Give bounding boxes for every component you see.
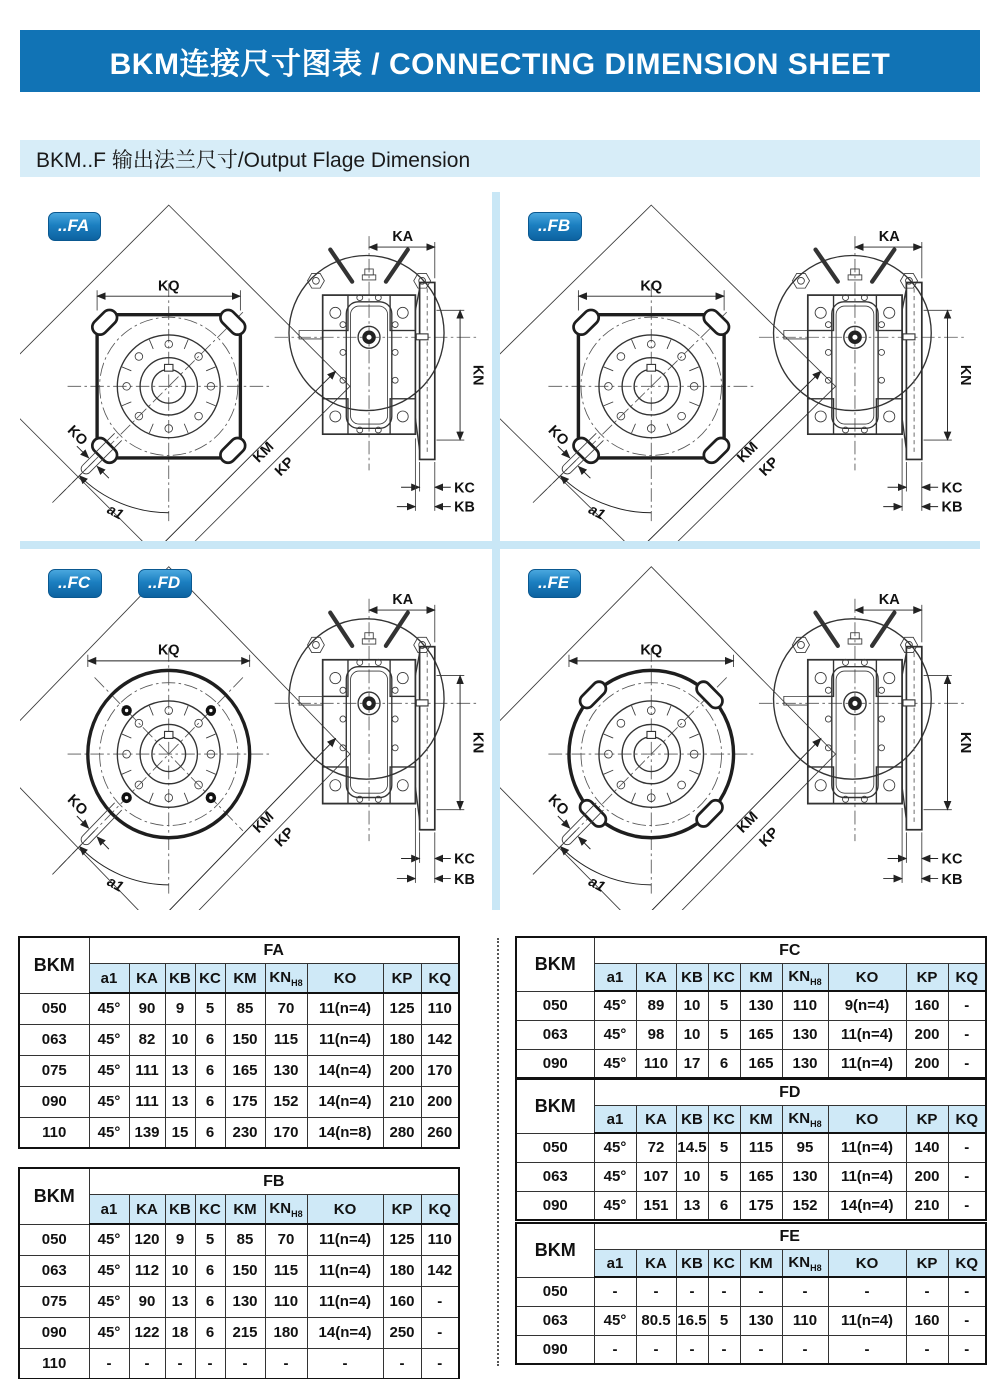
- column-header-KN: $KN_{H8}$: [782, 1250, 828, 1278]
- dimension-value: 11(n=4): [307, 1286, 383, 1317]
- dimension-value: 45°: [594, 1020, 636, 1049]
- column-header-KQ: KQ: [948, 964, 986, 992]
- dimension-value: 110: [782, 1306, 828, 1335]
- column-header-a1: a1: [594, 964, 636, 992]
- dimension-value: 110: [636, 1049, 676, 1078]
- type-badge-fb: ..FB: [528, 212, 582, 241]
- dimension-value: 5: [195, 993, 225, 1024]
- dimension-value: 45°: [89, 1055, 129, 1086]
- dimension-value: 165: [740, 1049, 782, 1078]
- column-header-KN: $KN_{H8}$: [265, 964, 307, 994]
- column-header-KM: KM: [740, 964, 782, 992]
- table-corner-label: BKM: [516, 1079, 594, 1133]
- column-header-KQ: KQ: [421, 1195, 459, 1225]
- dimension-value: 125: [383, 993, 421, 1024]
- dimension-value: -: [948, 1335, 986, 1364]
- dimension-value: 200: [906, 1020, 948, 1049]
- row-header-bkm: 063: [516, 1306, 594, 1335]
- dimension-value: 95: [782, 1133, 828, 1162]
- dimension-value: -: [948, 1049, 986, 1078]
- dimension-value: -: [948, 1162, 986, 1191]
- dimension-value: -: [948, 991, 986, 1020]
- dimension-value: 10: [676, 1020, 708, 1049]
- dimension-value: 5: [708, 1162, 740, 1191]
- column-header-KC: KC: [195, 964, 225, 994]
- dimension-value: 10: [676, 1162, 708, 1191]
- row-header-bkm: 110: [19, 1117, 89, 1148]
- dimension-table-fd: [515, 1078, 987, 1221]
- row-header-bkm: 050: [19, 993, 89, 1024]
- dimension-value: -: [740, 1277, 782, 1306]
- dimension-value: 45°: [594, 1162, 636, 1191]
- column-header-KB: KB: [165, 964, 195, 994]
- dimension-value: 160: [906, 1306, 948, 1335]
- dimension-value: 130: [782, 1049, 828, 1078]
- table-corner-label: BKM: [19, 1168, 89, 1224]
- dimension-value: 210: [383, 1086, 421, 1117]
- dimension-value: 165: [225, 1055, 265, 1086]
- dimension-value: 85: [225, 1224, 265, 1255]
- dimension-value: 175: [225, 1086, 265, 1117]
- dimension-value: 152: [265, 1086, 307, 1117]
- dimension-value: 152: [782, 1191, 828, 1220]
- dimension-value: 130: [782, 1162, 828, 1191]
- dimension-value: -: [421, 1286, 459, 1317]
- dimension-value: 45°: [594, 1049, 636, 1078]
- dotted-divider: [497, 938, 499, 1366]
- dimension-value: 45°: [594, 991, 636, 1020]
- dimension-tables-area: [18, 936, 985, 1379]
- dimension-value: 120: [129, 1224, 165, 1255]
- dimension-value: -: [948, 1191, 986, 1220]
- dimension-value: 45°: [89, 1255, 129, 1286]
- dimension-value: 45°: [594, 1133, 636, 1162]
- dimension-value: 150: [225, 1255, 265, 1286]
- dimension-value: 165: [740, 1020, 782, 1049]
- dimension-value: 89: [636, 991, 676, 1020]
- fe-front-view: [500, 567, 836, 910]
- dimension-value: 210: [906, 1191, 948, 1220]
- dimension-value: 111: [129, 1055, 165, 1086]
- dimension-value: -: [129, 1348, 165, 1379]
- dimension-value: -: [225, 1348, 265, 1379]
- column-header-KO: KO: [307, 1195, 383, 1225]
- column-header-KP: KP: [906, 964, 948, 992]
- dimension-value: 70: [265, 993, 307, 1024]
- dimension-value: 16.5: [676, 1306, 708, 1335]
- dimension-value: 98: [636, 1020, 676, 1049]
- table-row: [19, 993, 459, 1024]
- row-header-bkm: 050: [516, 1277, 594, 1306]
- dimension-value: 14(n=8): [307, 1117, 383, 1148]
- dimension-value: 200: [383, 1055, 421, 1086]
- row-header-bkm: 090: [516, 1335, 594, 1364]
- column-header-KB: KB: [676, 964, 708, 992]
- column-header-KN: $KN_{H8}$: [782, 964, 828, 992]
- dimension-value: 14(n=4): [307, 1055, 383, 1086]
- column-header-KQ: KQ: [421, 964, 459, 994]
- column-header-KC: KC: [195, 1195, 225, 1225]
- dimension-value: -: [676, 1335, 708, 1364]
- fc-fd-front-view: [20, 567, 350, 910]
- drawing-quadrant-fc-fd: [20, 549, 492, 910]
- dimension-value: -: [948, 1133, 986, 1162]
- dimension-value: 14.5: [676, 1133, 708, 1162]
- table-group-header-FE: FE: [594, 1223, 986, 1250]
- table-row: [19, 1224, 459, 1255]
- dimension-value: 180: [383, 1255, 421, 1286]
- dimension-value: 10: [165, 1024, 195, 1055]
- column-header-KM: KM: [740, 1106, 782, 1134]
- row-header-bkm: 090: [516, 1191, 594, 1220]
- dimension-table-fc: [515, 936, 987, 1079]
- table-row: [516, 1133, 986, 1162]
- table-row: [19, 1286, 459, 1317]
- dimension-value: 150: [225, 1024, 265, 1055]
- table-row: [19, 1317, 459, 1348]
- dimension-value: -: [165, 1348, 195, 1379]
- column-header-KA: KA: [636, 1106, 676, 1134]
- dimension-value: 160: [906, 991, 948, 1020]
- dimension-value: 165: [740, 1162, 782, 1191]
- dimension-value: 115: [265, 1255, 307, 1286]
- dimension-value: -: [383, 1348, 421, 1379]
- fb-side-view: [759, 229, 973, 515]
- column-header-KA: KA: [636, 964, 676, 992]
- table-row: [516, 1277, 986, 1306]
- dimension-value: 112: [129, 1255, 165, 1286]
- dimension-value: 139: [129, 1117, 165, 1148]
- type-badge-fa: ..FA: [48, 212, 101, 241]
- row-header-bkm: 050: [516, 991, 594, 1020]
- column-header-KP: KP: [383, 1195, 421, 1225]
- dimension-value: 170: [265, 1117, 307, 1148]
- table-row: [19, 1055, 459, 1086]
- dimension-table-fa: [18, 936, 460, 1149]
- dimension-value: 90: [129, 993, 165, 1024]
- page-title: BKM连接尺寸图表 / CONNECTING DIMENSION SHEET: [109, 48, 891, 81]
- table-group-header-FB: FB: [89, 1168, 459, 1195]
- table-corner-label: BKM: [516, 1223, 594, 1277]
- dimension-value: -: [948, 1277, 986, 1306]
- type-badge-fe: ..FE: [528, 569, 581, 598]
- dimension-value: -: [740, 1335, 782, 1364]
- dimension-value: 90: [129, 1286, 165, 1317]
- dimension-value: -: [594, 1335, 636, 1364]
- dimension-value: 5: [708, 1133, 740, 1162]
- dimension-value: -: [948, 1306, 986, 1335]
- table-row: [516, 991, 986, 1020]
- dimension-value: 45°: [594, 1306, 636, 1335]
- row-header-bkm: 075: [19, 1286, 89, 1317]
- dimension-value: 110: [421, 993, 459, 1024]
- dimension-value: 13: [676, 1191, 708, 1220]
- column-header-a1: a1: [594, 1106, 636, 1134]
- dimension-value: 45°: [89, 1224, 129, 1255]
- dimension-value: 9: [165, 1224, 195, 1255]
- dimension-value: -: [676, 1277, 708, 1306]
- row-header-bkm: 090: [19, 1317, 89, 1348]
- dimension-value: 6: [195, 1086, 225, 1117]
- column-header-KO: KO: [828, 1250, 906, 1278]
- column-header-KC: KC: [708, 964, 740, 992]
- dimension-value: 107: [636, 1162, 676, 1191]
- dimension-value: 250: [383, 1317, 421, 1348]
- column-header-KP: KP: [906, 1250, 948, 1278]
- dimension-value: 130: [740, 991, 782, 1020]
- dimension-value: 17: [676, 1049, 708, 1078]
- type-badge-fd: ..FD: [138, 569, 192, 598]
- row-header-bkm: 075: [19, 1055, 89, 1086]
- dimension-value: 130: [740, 1306, 782, 1335]
- column-header-KQ: KQ: [948, 1250, 986, 1278]
- row-header-bkm: 050: [19, 1224, 89, 1255]
- table-row: [516, 1162, 986, 1191]
- dimension-value: 160: [383, 1286, 421, 1317]
- dimension-value: 6: [195, 1317, 225, 1348]
- column-header-a1: a1: [89, 1195, 129, 1225]
- dimension-value: 72: [636, 1133, 676, 1162]
- dimension-value: 6: [708, 1049, 740, 1078]
- dimension-value: 130: [225, 1286, 265, 1317]
- row-header-bkm: 110: [19, 1348, 89, 1379]
- dimension-value: -: [307, 1348, 383, 1379]
- row-header-bkm: 063: [516, 1020, 594, 1049]
- dimension-value: -: [421, 1317, 459, 1348]
- dimension-value: 142: [421, 1255, 459, 1286]
- dimension-value: 45°: [89, 1086, 129, 1117]
- table-corner-label: BKM: [516, 937, 594, 991]
- dimension-value: 13: [165, 1286, 195, 1317]
- dimension-value: 14(n=4): [307, 1317, 383, 1348]
- row-header-bkm: 050: [516, 1133, 594, 1162]
- dimension-value: 110: [265, 1286, 307, 1317]
- fc-fd-side-view: [275, 592, 486, 888]
- column-header-a1: a1: [89, 964, 129, 994]
- table-row: [19, 1348, 459, 1379]
- dimension-value: 85: [225, 993, 265, 1024]
- table-row: [516, 1335, 986, 1364]
- dimension-value: 122: [129, 1317, 165, 1348]
- dimension-value: 5: [708, 1306, 740, 1335]
- dimension-value: -: [708, 1335, 740, 1364]
- dimension-value: 130: [782, 1020, 828, 1049]
- drawing-quadrant-fa: [20, 192, 492, 541]
- column-header-KP: KP: [383, 964, 421, 994]
- dimension-value: 215: [225, 1317, 265, 1348]
- dimension-value: 10: [165, 1255, 195, 1286]
- column-header-KC: KC: [708, 1250, 740, 1278]
- dimension-value: 45°: [89, 1286, 129, 1317]
- dimension-value: -: [594, 1277, 636, 1306]
- dimension-value: 14(n=4): [307, 1086, 383, 1117]
- dimension-value: 140: [906, 1133, 948, 1162]
- row-header-bkm: 063: [516, 1162, 594, 1191]
- dimension-value: -: [636, 1335, 676, 1364]
- dimension-value: 11(n=4): [828, 1049, 906, 1078]
- dimension-value: 115: [740, 1133, 782, 1162]
- dimension-value: 11(n=4): [828, 1306, 906, 1335]
- fe-side-view: [759, 592, 973, 888]
- dimension-value: -: [782, 1277, 828, 1306]
- column-header-KO: KO: [828, 964, 906, 992]
- drawings-grid: [20, 192, 980, 910]
- table-row: [516, 1049, 986, 1078]
- dimension-value: -: [421, 1348, 459, 1379]
- dimension-value: 45°: [89, 1117, 129, 1148]
- column-header-KO: KO: [307, 964, 383, 994]
- drawing-quadrant-fb: [500, 192, 980, 541]
- dimension-value: -: [906, 1277, 948, 1306]
- dimension-value: -: [708, 1277, 740, 1306]
- dimension-value: 9: [165, 993, 195, 1024]
- table-row: [19, 1024, 459, 1055]
- table-group-header-FD: FD: [594, 1079, 986, 1106]
- column-header-KA: KA: [636, 1250, 676, 1278]
- dimension-value: 110: [421, 1224, 459, 1255]
- dimension-value: 14(n=4): [828, 1191, 906, 1220]
- column-header-KC: KC: [708, 1106, 740, 1134]
- dimension-value: 15: [165, 1117, 195, 1148]
- dimension-value: 170: [421, 1055, 459, 1086]
- dimension-value: 82: [129, 1024, 165, 1055]
- dimension-value: 5: [195, 1224, 225, 1255]
- dimension-value: 230: [225, 1117, 265, 1148]
- dimension-value: 111: [129, 1086, 165, 1117]
- dimension-value: 180: [383, 1024, 421, 1055]
- table-group-header-FC: FC: [594, 937, 986, 964]
- dimension-value: 11(n=4): [307, 1224, 383, 1255]
- column-header-KM: KM: [225, 1195, 265, 1225]
- table-row: [516, 1306, 986, 1335]
- dimension-value: 45°: [594, 1191, 636, 1220]
- column-header-KA: KA: [129, 964, 165, 994]
- dimension-value: 11(n=4): [828, 1133, 906, 1162]
- dimension-value: -: [828, 1277, 906, 1306]
- dimension-value: -: [906, 1335, 948, 1364]
- fa-side-view: [275, 229, 486, 516]
- column-header-KM: KM: [225, 964, 265, 994]
- dimension-value: 280: [383, 1117, 421, 1148]
- column-header-KB: KB: [676, 1106, 708, 1134]
- dimension-value: -: [782, 1335, 828, 1364]
- dimension-value: 11(n=4): [828, 1162, 906, 1191]
- dimension-value: 200: [906, 1049, 948, 1078]
- row-header-bkm: 090: [516, 1049, 594, 1078]
- column-header-a1: a1: [594, 1250, 636, 1278]
- column-header-KB: KB: [165, 1195, 195, 1225]
- dimension-value: 115: [265, 1024, 307, 1055]
- dimension-value: 13: [165, 1086, 195, 1117]
- dimension-value: -: [195, 1348, 225, 1379]
- table-row: [19, 1117, 459, 1148]
- dimension-value: -: [265, 1348, 307, 1379]
- dimension-value: -: [89, 1348, 129, 1379]
- dimension-value: 45°: [89, 1317, 129, 1348]
- table-row: [516, 1191, 986, 1220]
- dimension-value: 125: [383, 1224, 421, 1255]
- column-header-KP: KP: [906, 1106, 948, 1134]
- column-header-KN: $KN_{H8}$: [265, 1195, 307, 1225]
- dimension-value: 11(n=4): [828, 1020, 906, 1049]
- dimension-value: 6: [195, 1255, 225, 1286]
- dimension-value: 80.5: [636, 1306, 676, 1335]
- dimension-value: 11(n=4): [307, 1024, 383, 1055]
- dimension-value: 142: [421, 1024, 459, 1055]
- dimension-value: 200: [906, 1162, 948, 1191]
- table-group-header-FA: FA: [89, 937, 459, 964]
- table-corner-label: BKM: [19, 937, 89, 993]
- dimension-value: 45°: [89, 993, 129, 1024]
- column-header-KB: KB: [676, 1250, 708, 1278]
- row-header-bkm: 063: [19, 1255, 89, 1286]
- dimension-value: 200: [421, 1086, 459, 1117]
- row-header-bkm: 063: [19, 1024, 89, 1055]
- row-header-bkm: 090: [19, 1086, 89, 1117]
- section-title: BKM..F 输出法兰尺寸/Output Flage Dimension: [36, 148, 471, 172]
- section-title-bar: [20, 140, 980, 177]
- dimension-value: 5: [708, 991, 740, 1020]
- dimension-value: -: [948, 1020, 986, 1049]
- dimension-value: 10: [676, 991, 708, 1020]
- dimension-value: -: [828, 1335, 906, 1364]
- column-header-KQ: KQ: [948, 1106, 986, 1134]
- dimension-value: -: [636, 1277, 676, 1306]
- column-header-KA: KA: [129, 1195, 165, 1225]
- dimension-value: 18: [165, 1317, 195, 1348]
- dimension-value: 70: [265, 1224, 307, 1255]
- dimension-value: 260: [421, 1117, 459, 1148]
- dimension-value: 151: [636, 1191, 676, 1220]
- column-header-KN: $KN_{H8}$: [782, 1106, 828, 1134]
- page-header: [20, 30, 980, 92]
- type-badge-fc: ..FC: [48, 569, 102, 598]
- dimension-value: 6: [708, 1191, 740, 1220]
- dimension-value: 5: [708, 1020, 740, 1049]
- dimension-value: 11(n=4): [307, 993, 383, 1024]
- dimension-value: 6: [195, 1024, 225, 1055]
- drawing-quadrant-fe: [500, 549, 980, 910]
- dimension-value: 6: [195, 1055, 225, 1086]
- column-header-KO: KO: [828, 1106, 906, 1134]
- dimension-table-fb: [18, 1167, 460, 1379]
- dimension-value: 11(n=4): [307, 1255, 383, 1286]
- dimension-value: 45°: [89, 1024, 129, 1055]
- dimension-value: 175: [740, 1191, 782, 1220]
- dimension-table-fe: [515, 1222, 987, 1365]
- table-row: [516, 1020, 986, 1049]
- dimension-value: 9(n=4): [828, 991, 906, 1020]
- dimension-value: 130: [265, 1055, 307, 1086]
- table-row: [19, 1255, 459, 1286]
- dimension-value: 110: [782, 991, 828, 1020]
- dimension-value: 6: [195, 1117, 225, 1148]
- dimension-value: 6: [195, 1286, 225, 1317]
- column-header-KM: KM: [740, 1250, 782, 1278]
- table-row: [19, 1086, 459, 1117]
- dimension-value: 180: [265, 1317, 307, 1348]
- dimension-value: 13: [165, 1055, 195, 1086]
